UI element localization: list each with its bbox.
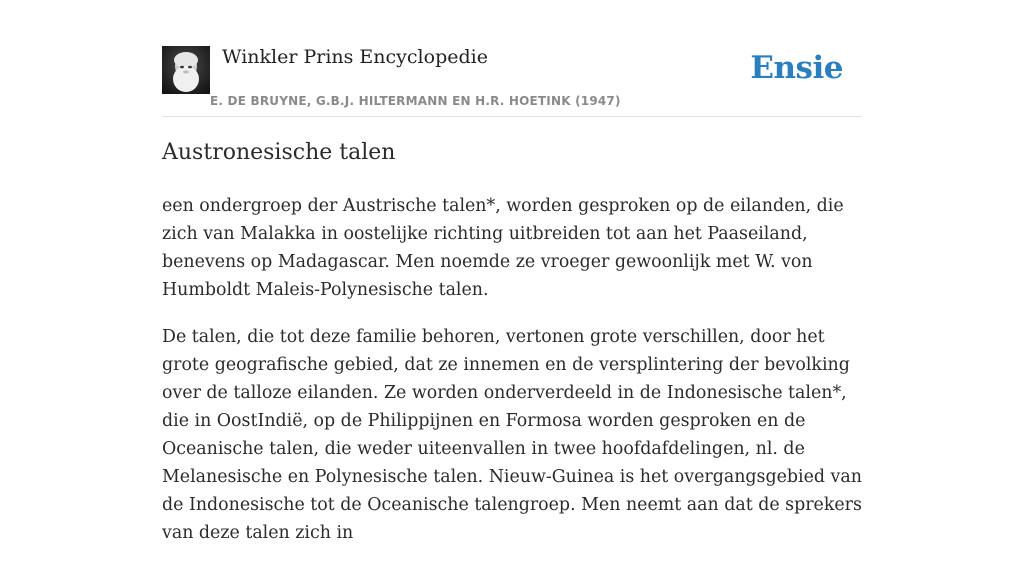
author-avatar[interactable]: [162, 46, 210, 94]
source-title[interactable]: Winkler Prins Encyclopedie: [222, 46, 488, 68]
source-authors: E. DE BRUYNE, G.B.J. HILTERMANN EN H.R. HOETINK (1947): [210, 94, 621, 108]
author-portrait-icon: [162, 46, 210, 94]
article-title: Austronesische talen: [162, 140, 396, 165]
article-paragraph: De talen, die tot deze familie behoren, vertonen grote verschillen, door het grote geografische gebied, dat ze innemen en de versplintering der bevolking over de talloze eilanden. Ze worden onderverdeeld in de Indonesische talen*, die in OostIndië, op de Philippijnen en Formosa worden gesproken en de Oceanische talen, die weder uiteenvallen in twee hoofdafdelingen, nl. de Melanesische en Polynesische talen. Nieuw-Guinea is het overgangsgebied van de Indonesische tot de Oceanische talengroep. Men neemt aan dat de sprekers van deze talen zich in: [162, 327, 862, 543]
article-paragraph: een ondergroep der Austrische talen*, worden gesproken op de eilanden, die zich van Malakka in oostelijke richting uitbreiden tot aan het Paaseiland, benevens op Madagascar. Men noemde ze vroeger gewoonlijk met W. von Humboldt Maleis-Polynesische talen.: [162, 196, 844, 300]
source-header: [162, 46, 862, 117]
brand-logo[interactable]: Ensie: [750, 50, 843, 86]
article-body: [162, 192, 862, 566]
